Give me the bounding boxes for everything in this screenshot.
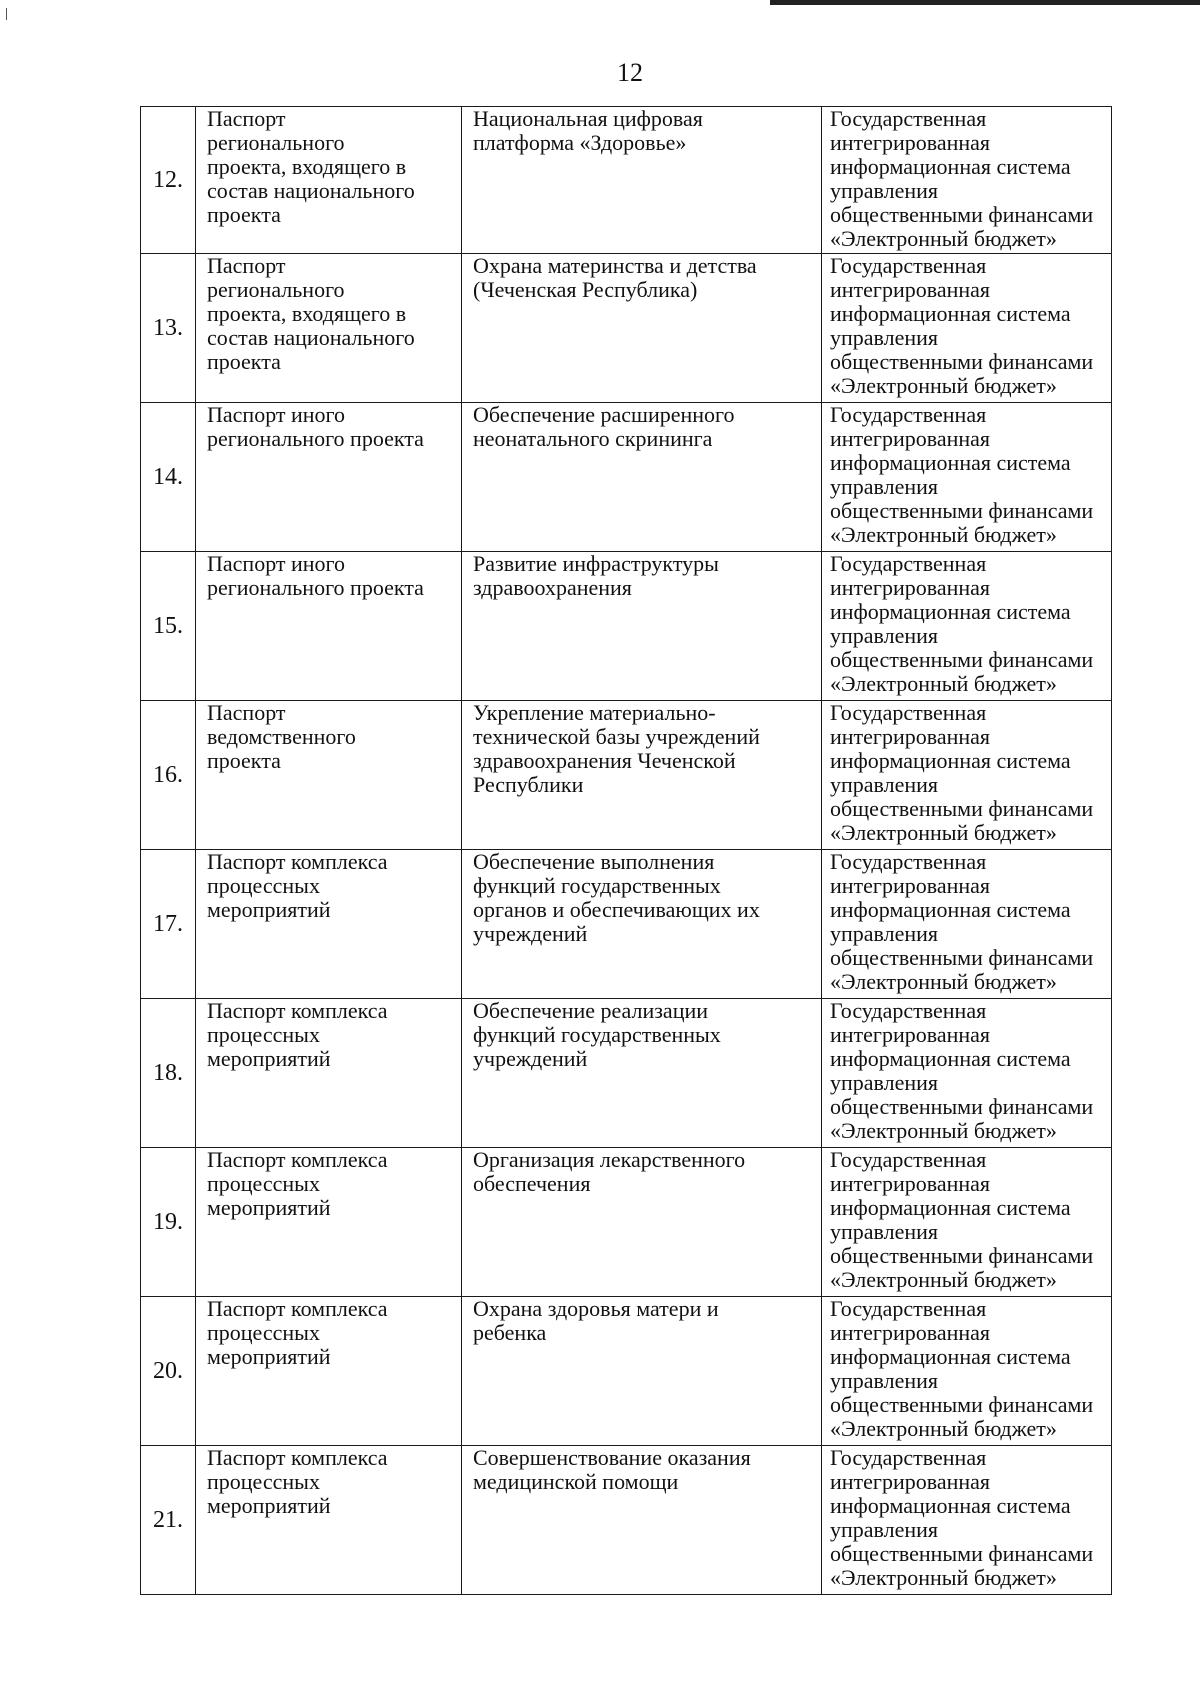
table-row (141, 1446, 1112, 1595)
project-name-cell: Обеспечение выполнения функций государственных органов и обеспечивающих их учреждений (462, 850, 822, 999)
scan-edge-line (770, 0, 1200, 5)
information-system-cell: Государственная интегрированная информационная система управления общественными финансами «Электронный бюджет» (822, 552, 1112, 701)
document-type-cell: Паспорт комплекса процессных мероприятий (196, 1148, 462, 1297)
table-row (141, 107, 1112, 254)
row-number: 15. (141, 552, 196, 701)
document-type-cell: Паспорт ведомственного проекта (196, 701, 462, 850)
document-type-cell: Паспорт иного регионального проекта (196, 552, 462, 701)
information-system-cell: Государственная интегрированная информационная система управления общественными финансами «Электронный бюджет» (822, 107, 1112, 254)
document-type-cell: Паспорт комплекса процессных мероприятий (196, 1446, 462, 1595)
row-number: 21. (141, 1446, 196, 1595)
table-row (141, 999, 1112, 1148)
table-row (141, 1297, 1112, 1446)
table-row (141, 850, 1112, 999)
table-row (141, 1148, 1112, 1297)
scan-mark (6, 8, 7, 20)
row-number: 14. (141, 403, 196, 552)
project-name-cell: Укрепление материально- технической базы учреждений здравоохранения Чеченской Республики (462, 701, 822, 850)
project-name-cell: Совершенствование оказания медицинской помощи (462, 1446, 822, 1595)
row-number: 12. (141, 107, 196, 254)
table-row (141, 254, 1112, 403)
row-number: 13. (141, 254, 196, 403)
project-name-cell: Обеспечение реализации функций государственных учреждений (462, 999, 822, 1148)
project-name-cell: Национальная цифровая платформа «Здоровье» (462, 107, 822, 254)
row-number: 19. (141, 1148, 196, 1297)
document-type-cell: Паспорт регионального проекта, входящего в состав национального проекта (196, 107, 462, 254)
information-system-cell: Государственная интегрированная информационная система управления общественными финансами «Электронный бюджет» (822, 850, 1112, 999)
registry-table (140, 106, 1112, 1595)
project-name-cell: Организация лекарственного обеспечения (462, 1148, 822, 1297)
row-number: 20. (141, 1297, 196, 1446)
project-name-cell: Охрана здоровья матери и ребенка (462, 1297, 822, 1446)
information-system-cell: Государственная интегрированная информационная система управления общественными финансами «Электронный бюджет» (822, 254, 1112, 403)
information-system-cell: Государственная интегрированная информационная система управления общественными финансами «Электронный бюджет» (822, 701, 1112, 850)
document-type-cell: Паспорт комплекса процессных мероприятий (196, 999, 462, 1148)
project-name-cell: Охрана материнства и детства (Чеченская Республика) (462, 254, 822, 403)
table-row (141, 552, 1112, 701)
page-number: 12 (617, 58, 643, 87)
row-number: 18. (141, 999, 196, 1148)
information-system-cell: Государственная интегрированная информационная система управления общественными финансами «Электронный бюджет» (822, 403, 1112, 552)
information-system-cell: Государственная интегрированная информационная система управления общественными финансами «Электронный бюджет» (822, 1446, 1112, 1595)
document-type-cell: Паспорт регионального проекта, входящего в состав национального проекта (196, 254, 462, 403)
project-name-cell: Обеспечение расширенного неонатального скрининга (462, 403, 822, 552)
document-type-cell: Паспорт иного регионального проекта (196, 403, 462, 552)
information-system-cell: Государственная интегрированная информационная система управления общественными финансами «Электронный бюджет» (822, 1297, 1112, 1446)
document-type-cell: Паспорт комплекса процессных мероприятий (196, 1297, 462, 1446)
information-system-cell: Государственная интегрированная информационная система управления общественными финансами «Электронный бюджет» (822, 1148, 1112, 1297)
document-type-cell: Паспорт комплекса процессных мероприятий (196, 850, 462, 999)
table-row (141, 701, 1112, 850)
table-row (141, 403, 1112, 552)
information-system-cell: Государственная интегрированная информационная система управления общественными финансами «Электронный бюджет» (822, 999, 1112, 1148)
project-name-cell: Развитие инфраструктуры здравоохранения (462, 552, 822, 701)
row-number: 16. (141, 701, 196, 850)
row-number: 17. (141, 850, 196, 999)
